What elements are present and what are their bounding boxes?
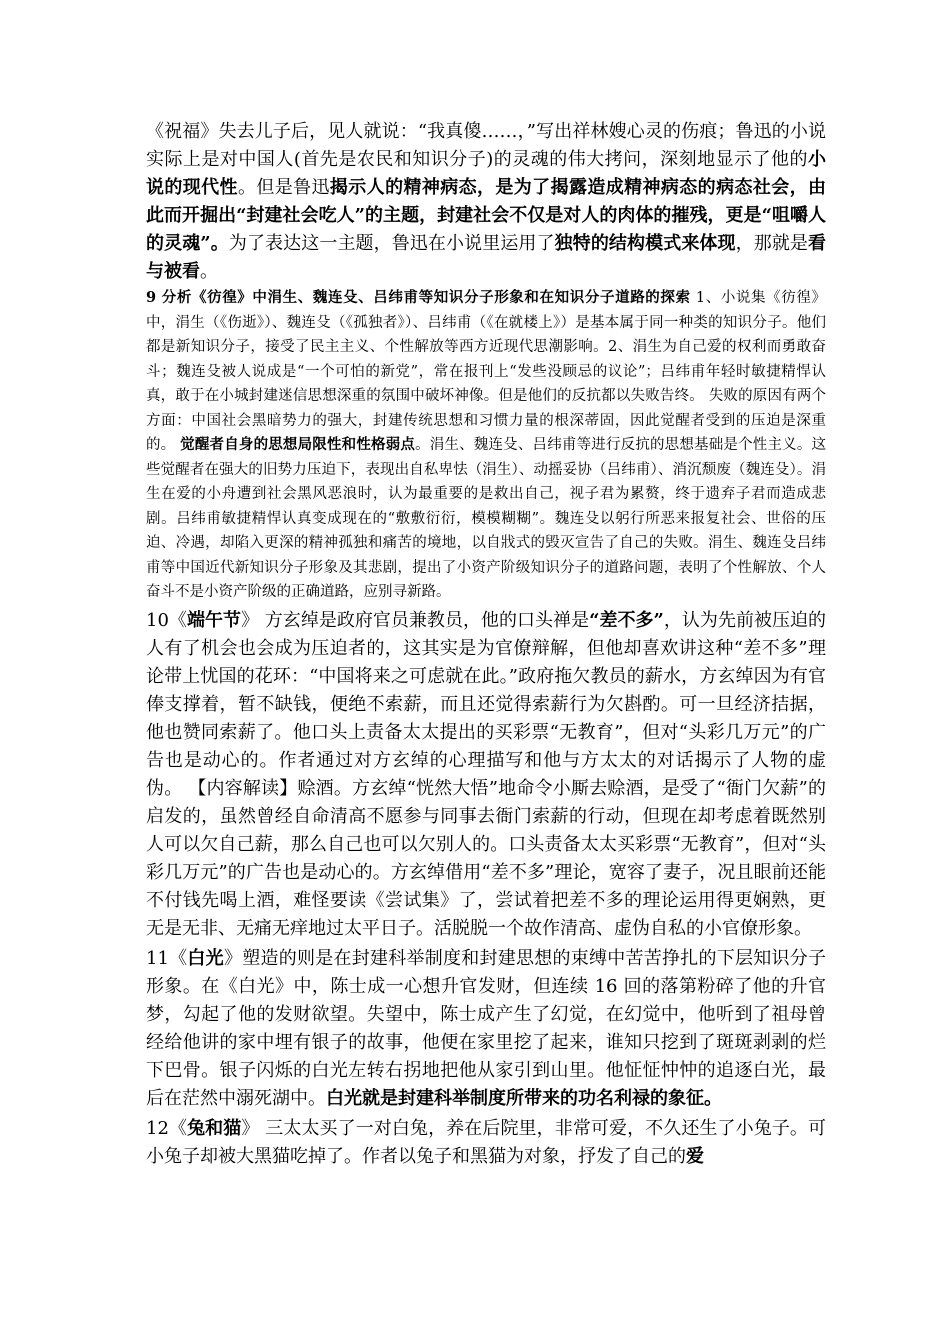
intro-bold-2: 揭示人的精神病态，是为了揭露造成精神病态的病态社会，由此而开掘出“封建社会吃人”的主题，封建社会不仅是对人的肉体的摧残，更是“咀嚼人的灵魂”。 xyxy=(146,177,827,254)
section-12-bold-1: 爱 xyxy=(686,1145,704,1167)
section-9-body-2: 。涓生、魏连殳、吕纬甫等进行反抗的思想基础是个性主义。这些觉醒者在强大的旧势力压迫下，表现出自私卑怯（涓生）、动摇妥协（吕纬甫）、消沉颓废（魏连殳）。涓生在爱的小舟遭到社会黑风恶浪时，认为最重要的是救出自己，视子君为累赘，终于遗弃子君而造成悲剧。吕纬甫敏捷精悍认真变成现在的“敷敷衍衍，模模糊糊”。魏连殳以躬行所恶来报复社会、世俗的压迫、冷遇，却陷入更深的精神孤独和痛苦的境地，以自戕式的毁灭宣告了自己的失败。涓生、魏连殳吕纬甫等中国近代新知识分子形象及其悲剧，提出了小资产阶级知识分子的道路问题，表明了个性解放、个人奋斗不是小资产阶级的正确道路，应别寻新路。 xyxy=(146,437,827,600)
section-10 xyxy=(146,607,826,943)
section-9-heading: 9 分析《彷徨》中涓生、魏连殳、吕纬甫等知识分子形象和在知识分子道路的探索 xyxy=(146,289,691,306)
intro-text-4: ，那就是 xyxy=(735,233,809,254)
section-11-text xyxy=(146,945,826,1113)
section-12 xyxy=(146,1115,826,1171)
section-9-bold-1: 觉醒者自身的思想局限性和性格弱点 xyxy=(180,436,416,453)
intro-bold-1: 小说的现代性 xyxy=(146,149,826,198)
intro-text-1: 《祝福》失去儿子后，见人就说：“我真傻……，”写出祥林嫂心灵的伤痕；鲁迅的小说实际上是对中国人(首先是农民和知识分子)的灵魂的伟大拷问，深刻地显示了他的 xyxy=(146,121,826,170)
section-11-bold-1: 白光就是封建科举制度所带来的功名利禄的象征。 xyxy=(326,1087,722,1109)
section-11-title-close: 》 xyxy=(223,947,243,969)
intro-bold-3: 独特的结构模式来体现 xyxy=(554,233,736,254)
section-10-number: 10《 xyxy=(146,609,187,631)
section-12-title: 兔和猫 xyxy=(187,1117,242,1139)
section-10-title: 端午节 xyxy=(186,609,242,631)
section-9-text xyxy=(146,286,826,605)
section-11 xyxy=(146,945,826,1113)
intro-text xyxy=(146,118,826,286)
intro-text-3: 为了表达这一主题，鲁迅在小说里运用了 xyxy=(228,233,555,254)
section-10-body-2: ，认为先前被压迫的人有了机会也会成为压迫者的，这其实是为官僚辩解，但他却喜欢讲这种“差不多”理论带上忧国的花环：“中国将来之可虑就在此。”政府拖欠教员的薪水，方玄绰因为有官俸支撑着，暂不缺钱，便绝不索薪，而且还觉得索薪行为欠斟酌。可一旦经济拮据，他也赞同索薪了。他口头上责备太太提出的买彩票“无教育”，但对“头彩几万元”的广告也是动心的。作者通过对方玄绰的心理描写和他与方太太的对话揭示了人物的虚伪。 【内容解读】赊酒。方玄绰“恍然大悟”地命令小厮去赊酒，是受了“衙门欠薪”的启发的，虽然曾经自命清高不愿参与同事去衙门索薪的行动，但现在却考虑着既然别人可以欠自己薪，那么自己也可以欠别人的。口头责备太太买彩票“无教育”，但对“头彩几万元”的广告也是动心的。方玄绰借用“差不多”理论，宽容了妻子，况且眼前还能不付钱先喝上酒，难怪要读《尝试集》了，尝试着把差不多的理论运用得更娴熟，更无是无非、无痛无痒地过太平日子。活脱脱一个故作清高、虚伪自私的小官僚形象。 xyxy=(146,609,827,939)
intro-paragraph xyxy=(146,118,826,286)
section-11-body-1: 塑造的则是在封建科举制度和封建思想的束缚中苦苦挣扎的下层知识分子形象。在《白光》中，陈士成一心想升官发财，但连续 16 回的落第粉碎了他的升官梦，勾起了他的发财欲望。失望中，陈士成产生了幻觉，在幻觉中，他听到了祖母曾经给他讲的家中埋有银子的故事，他便在家里挖了起来，谁知只挖到了斑斑剥剥的烂下巴骨。银子闪烁的白光左转右拐地把他从家引到山里。他怔怔忡忡的追逐白光，最后在茫然中溺死湖中。 xyxy=(146,947,827,1109)
section-9-body-1: 1、小说集《彷徨》中，涓生（《伤逝》）、魏连殳（《孤独者》）、吕纬甫（《在就楼上》）是基本属于同一种类的知识分子。他们都是新知识分子，接受了民主主义、个性解放等西方近现代思潮影响。2、涓生为自己爱的权利而勇敢奋斗；魏连殳被人说成是“一个可怕的新党”，常在报刊上“发些没顾忌的议论”；吕纬甫年轻时敏捷精悍认真，敢于在小城封建迷信思想深重的氛围中破坏神像。但是他们的反抗都以失败告终。 失败的原因有两个方面：中国社会黑暗势力的强大，封建传统思想和习惯力量的根深蒂固，因此觉醒者受到的压迫是深重的。 xyxy=(146,290,826,453)
document-page xyxy=(146,118,826,1171)
section-10-body-1: 方玄绰是政府官员兼教员，他的口头禅是 xyxy=(259,609,590,631)
section-9 xyxy=(146,286,826,605)
section-12-text xyxy=(146,1115,826,1171)
section-12-number: 12《 xyxy=(146,1117,188,1139)
section-10-title-close: 》 xyxy=(241,609,260,631)
section-12-body-1: 三太太买了一对白兔，养在后院里，非常可爱，不久还生了小兔子。可小兔子却被大黑猫吃掉了。作者以兔子和黑猫为对象，抒发了自己的 xyxy=(146,1117,827,1167)
intro-bold-4: 看与被看 xyxy=(146,233,827,282)
section-10-bold-1: “差不多” xyxy=(589,609,664,631)
intro-text-5: 。 xyxy=(200,261,218,282)
section-11-number: 11《 xyxy=(146,947,188,969)
section-11-title: 白光 xyxy=(187,947,224,969)
section-12-title-close: 》 xyxy=(241,1117,260,1139)
section-10-text xyxy=(146,607,826,943)
intro-text-2: 。但是鲁迅 xyxy=(237,177,330,198)
